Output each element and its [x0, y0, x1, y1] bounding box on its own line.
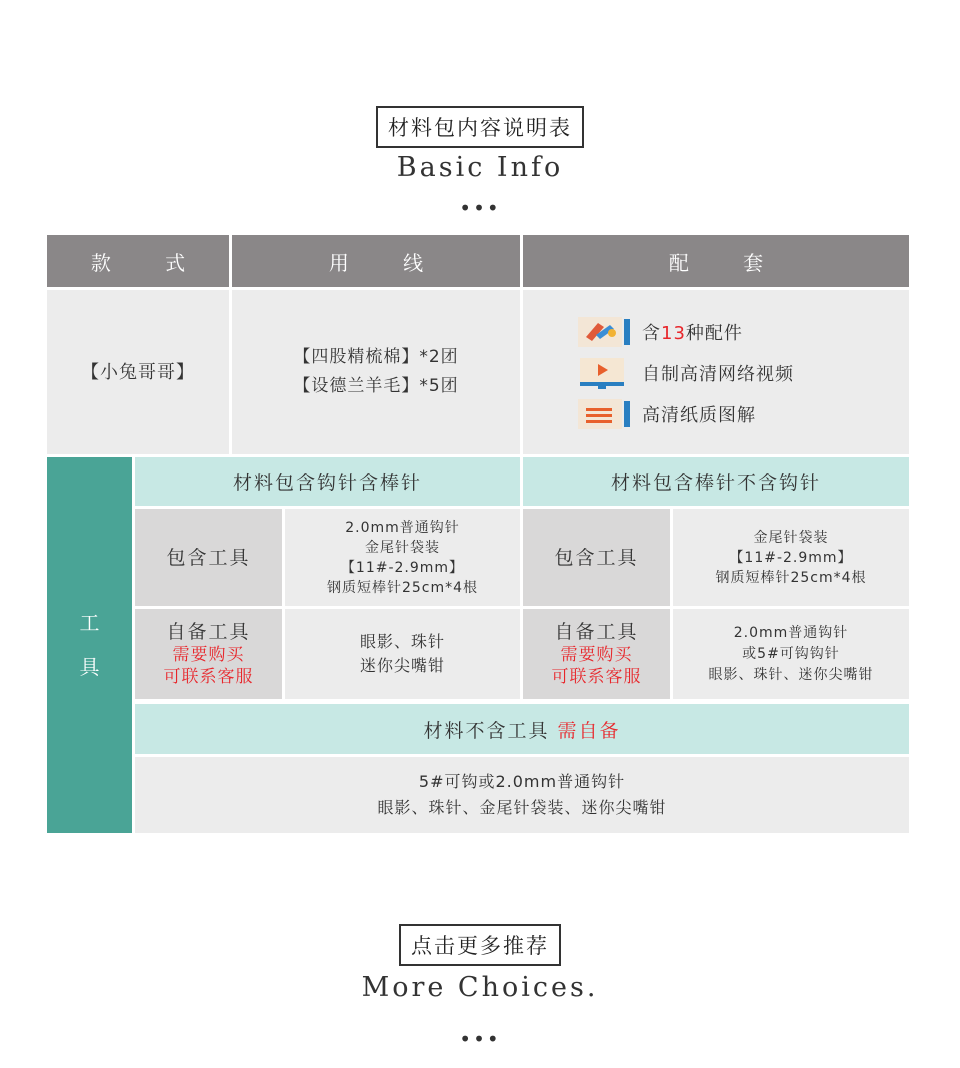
accessory-text: 高清纸质图解 — [642, 405, 756, 426]
accessory-text: 自制高清网络视频 — [642, 364, 794, 385]
decorative-dots: ••• — [459, 196, 501, 220]
accessory-text: 含13种配件 — [642, 323, 743, 344]
left-tools-header: 材料包含钩针含棒针 — [135, 457, 520, 506]
section-title: 材料包内容说明表 — [376, 106, 584, 148]
no-tools-list: 5#可钩或2.0mm普通钩针 眼影、珠针、金尾针袋装、迷你尖嘴钳 — [135, 757, 909, 833]
style-cell — [47, 290, 229, 454]
accessory-item — [578, 394, 898, 434]
video-icon — [578, 356, 632, 390]
column-header-accessories: 配 套 — [523, 235, 909, 287]
left-self-list: 眼影、珠针 迷你尖嘴钳 — [285, 609, 520, 699]
left-included-list: 2.0mm普通钩针 金尾针袋装 【11#-2.9mm】 钢质短棒针25cm*4根 — [285, 509, 520, 606]
section-subtitle: Basic Info — [396, 152, 564, 183]
decorative-dots: ••• — [459, 1027, 501, 1051]
right-self-list: 2.0mm普通钩针 或5#可钩钩针 眼影、珠针、迷你尖嘴钳 — [673, 609, 909, 699]
accessory-item — [578, 312, 898, 352]
style-value: 【小兔哥哥】 — [81, 361, 195, 383]
yarn-line-2: 【设德兰羊毛】*5团 — [293, 376, 459, 396]
contact-service-text: 可联系客服 — [551, 667, 642, 687]
column-header-yarn: 用 线 — [232, 235, 520, 287]
paper-diagram-icon — [578, 397, 632, 431]
right-self-label-cell — [523, 609, 670, 699]
column-header-style: 款 式 — [47, 235, 229, 287]
more-recommendations-link[interactable]: 点击更多推荐 — [399, 924, 561, 966]
included-label: 包含工具 — [166, 546, 251, 569]
accessories-list — [578, 312, 898, 435]
included-label: 包含工具 — [554, 546, 639, 569]
need-buy-text: 需要购买 — [172, 645, 245, 665]
yarn-cell — [232, 290, 520, 454]
contact-service-text: 可联系客服 — [163, 667, 254, 687]
yarn-line-1: 【四股精梳棉】*2团 — [293, 347, 459, 367]
tools-side-label: 工 具 — [47, 457, 132, 833]
self-label: 自备工具 — [554, 621, 639, 643]
no-tools-header: 材料不含工具 需自备 — [135, 704, 909, 754]
left-self-label-cell — [135, 609, 282, 699]
tools-icon — [578, 315, 632, 349]
right-included-label-cell — [523, 509, 670, 606]
self-label: 自备工具 — [166, 621, 251, 643]
right-tools-header: 材料包含棒针不含钩针 — [523, 457, 909, 506]
accessory-item — [578, 353, 898, 393]
more-choices-subtitle: More Choices. — [361, 972, 599, 1003]
right-included-list: 金尾针袋装 【11#-2.9mm】 钢质短棒针25cm*4根 — [673, 509, 909, 606]
need-buy-text: 需要购买 — [560, 645, 633, 665]
left-included-label-cell — [135, 509, 282, 606]
